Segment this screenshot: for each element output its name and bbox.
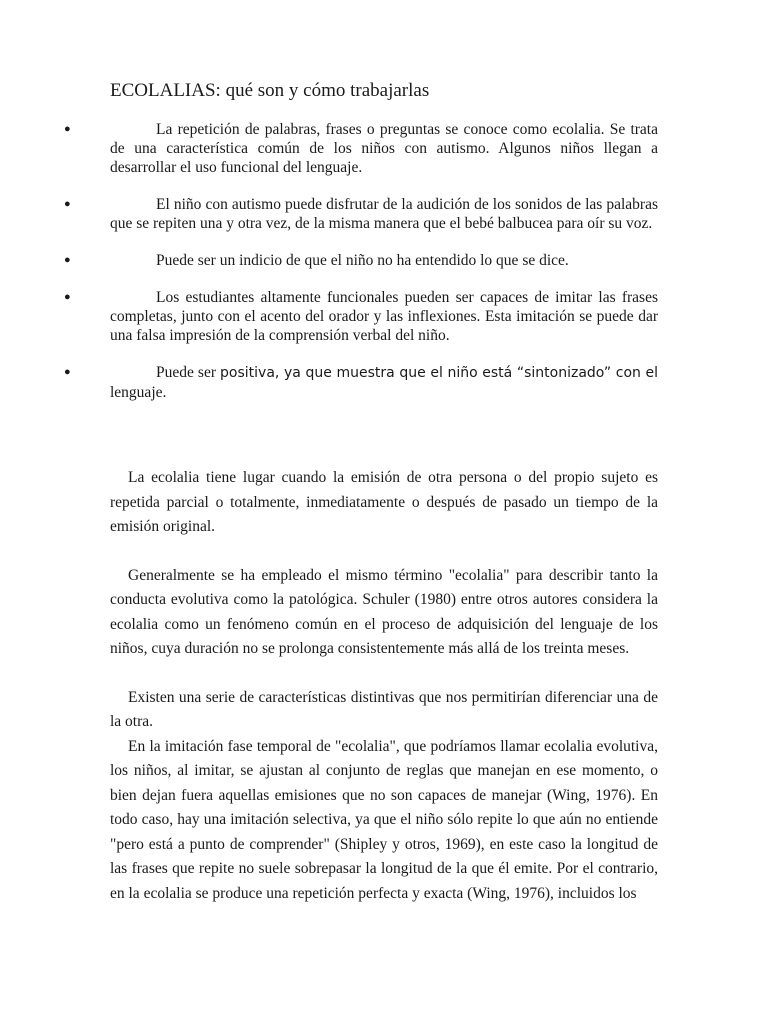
document-page bbox=[64, 78, 659, 906]
bullet-text: La repetición de palabras, frases o preguntas se conoce como ecolalia. Se trata de una característica común de los niños con autismo. Algunos niños llegan a desarrollar el uso funcional del lenguaje. bbox=[110, 121, 658, 176]
bullet-text: El niño con autismo puede disfrutar de la audición de los sonidos de las palabras que se repiten una y otra vez, de la misma manera que el bebé balbucea para oír su voz. bbox=[110, 196, 658, 232]
bullet-dot-icon: ● bbox=[64, 254, 71, 266]
bullet-item bbox=[64, 288, 658, 345]
document-title: ECOLALIAS: qué son y cómo trabajarlas bbox=[110, 80, 430, 101]
bullet-text: Los estudiantes altamente funcionales pueden ser capaces de imitar las frases completas, junto con el acento del orador y las inflexiones. Esta imitación se puede dar una falsa impresión de la comprensión verbal del niño. bbox=[110, 289, 658, 344]
bullet-text-start: Puede ser bbox=[156, 364, 221, 381]
bullet-item bbox=[64, 251, 658, 270]
bullet-item bbox=[64, 363, 659, 402]
bullet-text-middle: positiva, ya que muestra que el niño está “sintonizado” con el bbox=[220, 365, 659, 381]
bullet-dot-icon: ● bbox=[64, 123, 71, 135]
bullet-item bbox=[64, 120, 658, 177]
body-paragraph: La ecolalia tiene lugar cuando la emisión de otra persona o del propio sujeto es repetida parcial o totalmente, inmediatamente o después de pasado un tiempo de la emisión original. bbox=[110, 469, 658, 535]
bullet-text: Puede ser un indicio de que el niño no ha entendido lo que se dice. bbox=[156, 252, 569, 269]
body-paragraph: Generalmente se ha empleado el mismo término "ecolalia" para describir tanto la conducta evolutiva como la patológica. Schuler (1980) entre otros autores considera la ecolalia como un fenómeno común en el proceso de adquisición del lenguaje de los niños, cuya duración no se prolonga consistentemente más allá de los treinta meses. bbox=[110, 566, 658, 657]
bullet-dot-icon: ● bbox=[64, 291, 71, 303]
body-paragraph: Existen una serie de características distintivas que nos permitirían diferenciar una de la otra. bbox=[110, 688, 658, 730]
bullet-text-end: lenguaje. bbox=[110, 384, 167, 401]
bullet-dot-icon: ● bbox=[64, 198, 71, 210]
bullet-item bbox=[64, 195, 658, 233]
body-paragraph: En la imitación fase temporal de "ecolalia", que podríamos llamar ecolalia evolutiva, los niños, al imitar, se ajustan al conjunto de reglas que manejan en ese momento, o bien dejan fuera aquellas emisiones que no son capaces de manejar (Wing, 1976). En todo caso, hay una imitación selectiva, ya que el niño sólo repite lo que aún no entiende "pero está a punto de comprender" (Shipley y otros, 1969), en este caso la longitud de las frases que repite no suele sobrepasar la longitud de la que él emite. Por el contrario, en la ecolalia se produce una repetición perfecta y exacta (Wing, 1976), incluidos los bbox=[110, 737, 658, 902]
bullet-list bbox=[64, 120, 659, 402]
bullet-dot-icon: ● bbox=[64, 366, 71, 378]
